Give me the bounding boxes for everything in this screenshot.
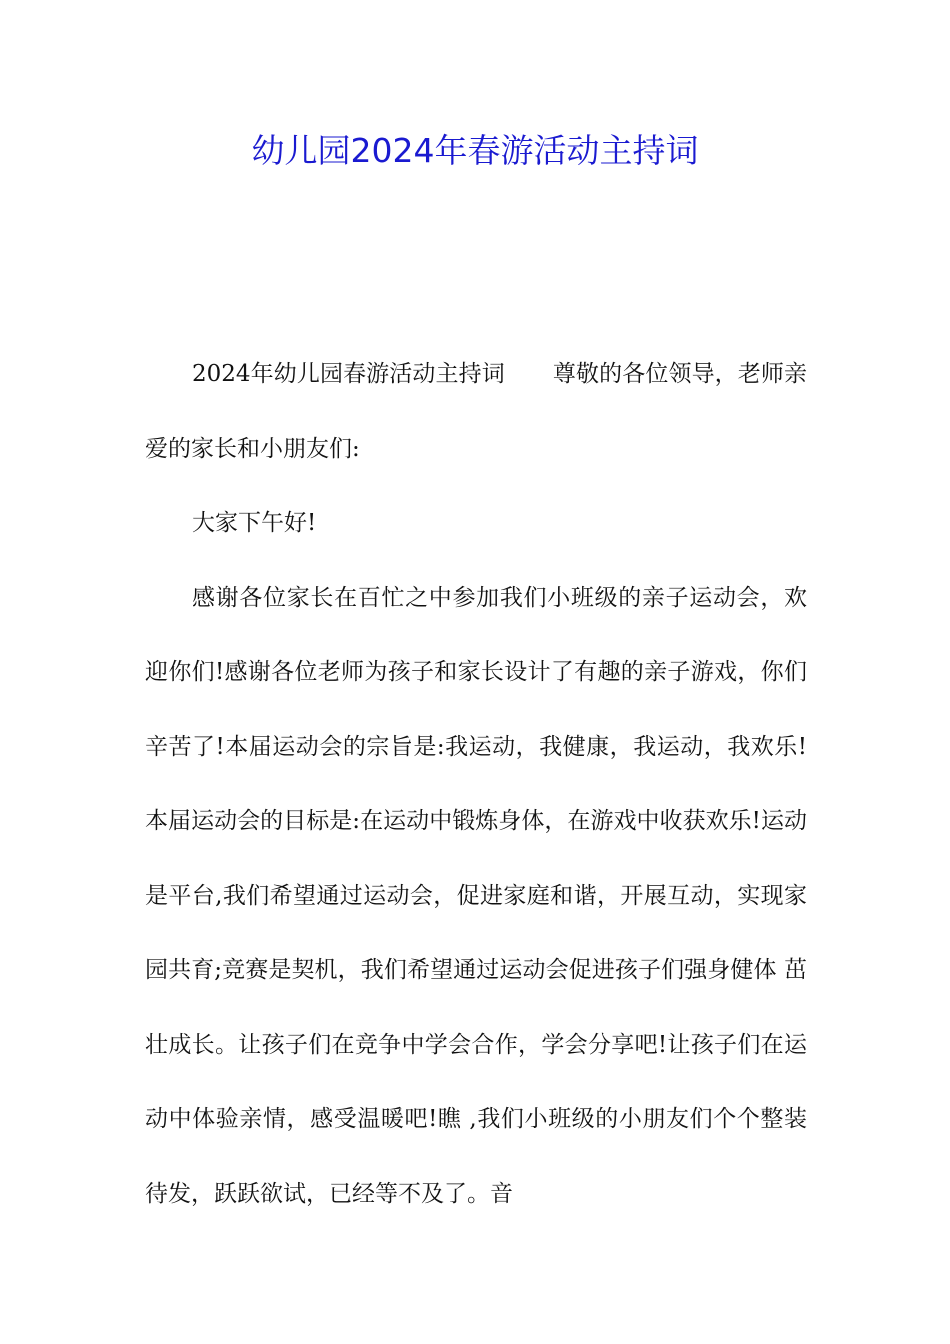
document-body	[145, 337, 807, 1231]
paragraph-opening	[145, 337, 807, 486]
paragraph-main: 感谢各位家长在百忙之中参加我们小班级的亲子运动会，欢迎你们!感谢各位老师为孩子和家长设计了有趣的亲子游戏，你们辛苦了!本届运动会的宗旨是:我运动，我健康，我运动，我欢乐!本届运动会的目标是:在运动中锻炼身体，在游戏中收获欢乐!运动是平台,我们希望通过运动会，促进家庭和谐，开展互动，实现家园共育;竞赛是契机，我们希望通过运动会促进孩子们强身健体 茁壮成长。让孩子们在竞争中学会合作，学会分享吧!让孩子们在运动中体验亲情，感受温暖吧!瞧 ,我们小班级的小朋友们个个整装待发，跃跃欲试，已经等不及了。音	[145, 584, 807, 1207]
document-title: 幼儿园2024年春游活动主持词	[251, 131, 699, 170]
paragraph-text: 尊敬的各位领导，老师亲爱的家长和小朋友们:	[145, 361, 808, 462]
paragraph-lead: 2024年幼儿园春游活动主持词	[192, 361, 505, 387]
paragraph-greeting: 大家下午好!	[192, 510, 317, 536]
